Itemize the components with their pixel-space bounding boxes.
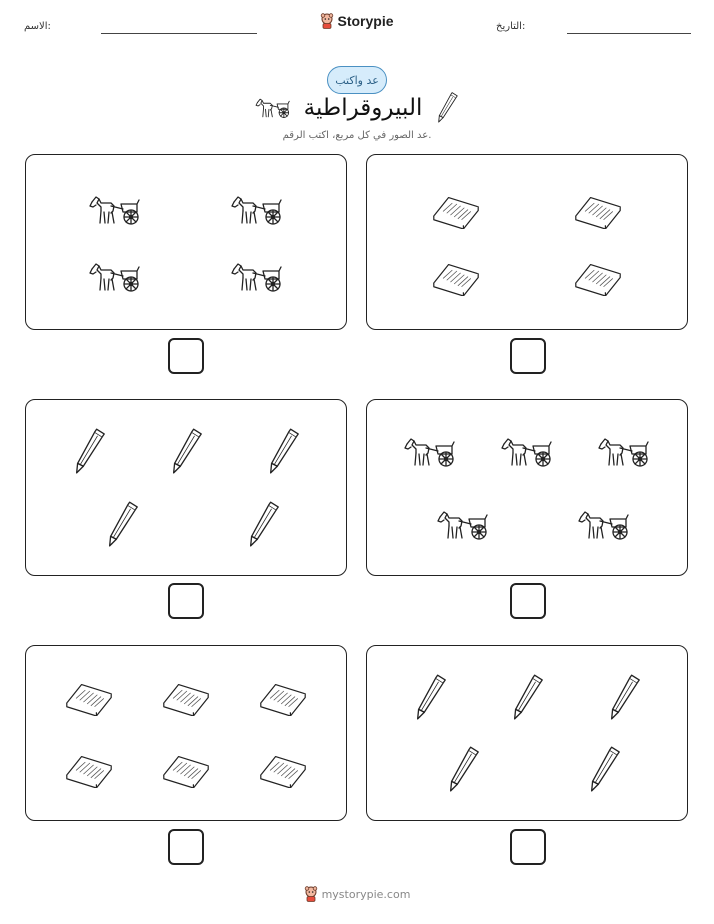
answer-box[interactable] <box>168 338 204 374</box>
pencil-icon <box>411 674 449 726</box>
pencil-icon <box>103 501 141 553</box>
paper-stack-icon <box>160 751 212 792</box>
pencil-icon <box>244 501 282 553</box>
paper-stack-icon <box>63 751 115 792</box>
paper-stack-icon <box>257 679 309 720</box>
pencil-icon <box>167 428 205 480</box>
paper-stack-icon <box>430 259 482 300</box>
count-panel-pencils <box>25 399 347 576</box>
answer-box[interactable] <box>168 583 204 619</box>
paper-stack-icon <box>160 679 212 720</box>
pencil-icon <box>605 674 643 726</box>
title-row <box>0 92 714 127</box>
paper-stack-icon <box>572 192 624 233</box>
answer-box[interactable] <box>510 829 546 865</box>
footer-url: mystorypie.com <box>321 887 411 901</box>
paper-stack-icon <box>63 679 115 720</box>
pencil-icon <box>70 428 108 480</box>
carriage-icon <box>435 507 491 547</box>
pencil-icon <box>444 746 482 798</box>
brand-logo <box>0 13 714 32</box>
pencil-icon <box>508 674 546 726</box>
carriage-icon <box>596 434 652 474</box>
paper-stack-icon <box>257 751 309 792</box>
activity-badge: عد واكتب <box>327 66 387 94</box>
count-panel-paper-stacks <box>25 645 347 821</box>
carriage-icon <box>402 434 458 474</box>
brand-name: Storypie <box>337 13 394 29</box>
pencil-icon <box>434 92 460 124</box>
name-line <box>101 33 257 34</box>
count-panel-carriages <box>366 399 688 576</box>
date-line <box>567 33 691 34</box>
carriage-icon <box>254 95 292 121</box>
count-panel-paper-stacks <box>366 154 688 330</box>
count-panel-pencils <box>366 645 688 821</box>
footer <box>0 886 714 905</box>
answer-box[interactable] <box>168 829 204 865</box>
pencil-icon <box>264 428 302 480</box>
pencil-icon <box>585 746 623 798</box>
paper-stack-icon <box>572 259 624 300</box>
answer-box[interactable] <box>510 583 546 619</box>
count-panel-carriages <box>25 154 347 330</box>
name-label: الاسم: <box>24 21 51 32</box>
answer-box[interactable] <box>510 338 546 374</box>
carriage-icon <box>499 434 555 474</box>
carriage-icon <box>229 192 285 232</box>
carriage-icon <box>87 259 143 299</box>
paper-stack-icon <box>430 192 482 233</box>
mascot-icon <box>304 886 318 902</box>
carriage-icon <box>87 192 143 232</box>
carriage-icon <box>576 507 632 547</box>
mascot-icon <box>320 13 334 29</box>
date-label: التاريخ: <box>496 21 526 32</box>
carriage-icon <box>229 259 285 299</box>
instructions: عد الصور في كل مربع، اكتب الرقم. <box>282 130 432 141</box>
page-title: البيروقراطية <box>303 95 423 121</box>
